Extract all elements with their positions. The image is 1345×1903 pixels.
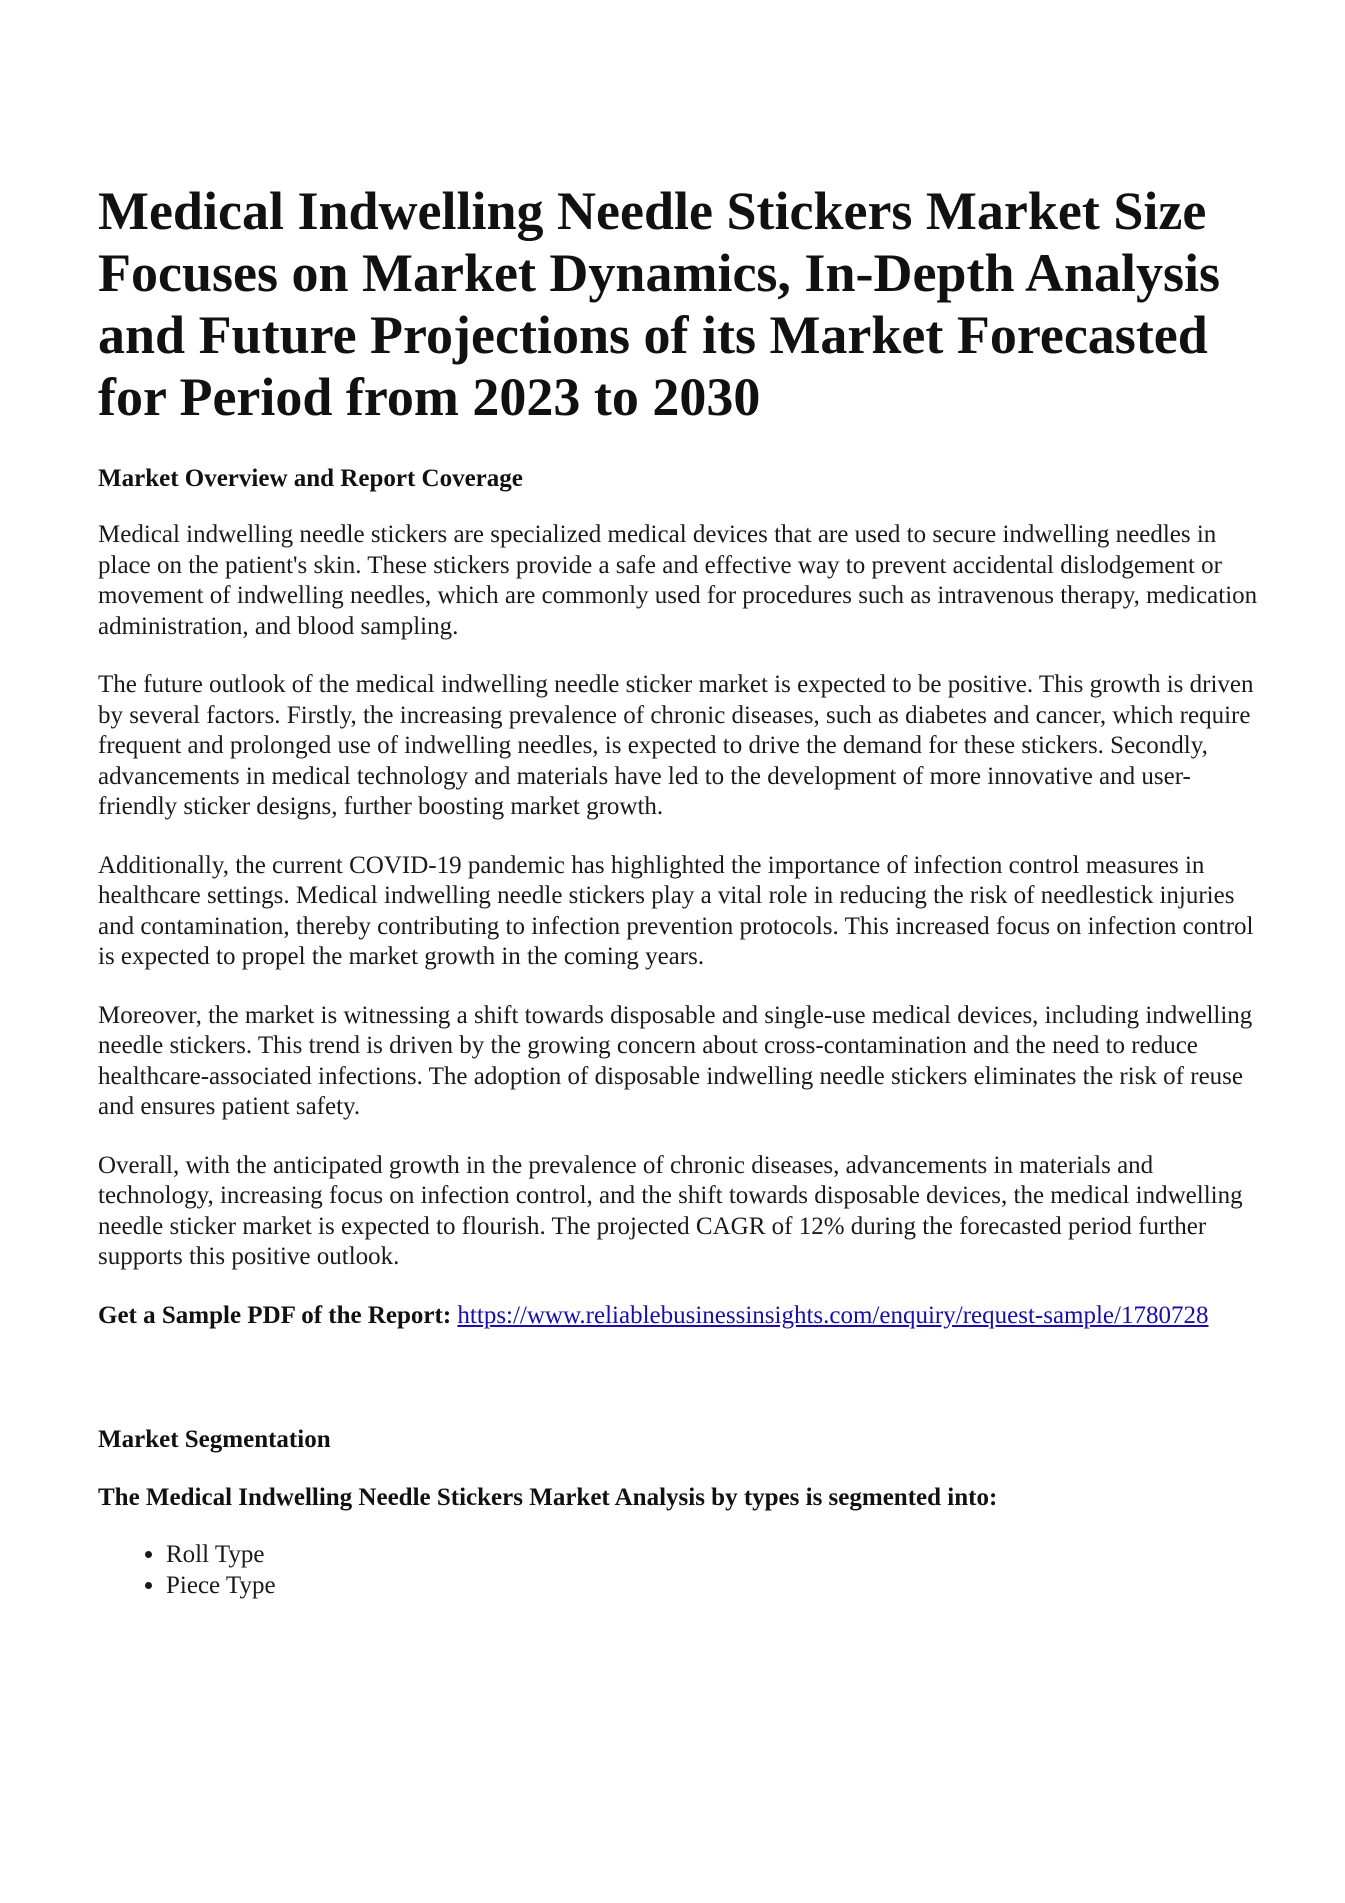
paragraph: Additionally, the current COVID-19 pandemic has highlighted the importance of infection control measures in healthcare settings. Medical indwelling needle stickers play a vital role in reducing the risk of needlestick injuries and contamination, thereby contributing to infection prevention protocols. This increased focus on infection control is expected to propel the market growth in the coming years.	[98, 851, 1254, 970]
sample-pdf-link[interactable]: https://www.reliablebusinessinsights.com/enquiry/request-sample/1780728	[457, 1301, 1209, 1329]
document-page	[98, 180, 1268, 1601]
sample-pdf-line	[98, 1301, 1268, 1332]
overview-heading: Market Overview and Report Coverage	[98, 465, 523, 492]
list-item: • Piece Type	[166, 1570, 1268, 1601]
paragraph: Medical indwelling needle stickers are specialized medical devices that are used to secure indwelling needles in place on the patient's skin. These stickers provide a safe and effective way to prevent accidental dislodgement or movement of indwelling needles, which are commonly used for procedures such as intravenous therapy, medication administration, and blood sampling.	[98, 521, 1258, 640]
list-item: • Roll Type	[166, 1539, 1268, 1570]
paragraph: Moreover, the market is witnessing a shift towards disposable and single-use medical devices, including indwelling needle stickers. This trend is driven by the growing concern about cross-contamination and the need to reduce healthcare-associated infections. The adoption of disposable indwelling needle stickers eliminates the risk of reuse and ensures patient safety.	[98, 1001, 1253, 1120]
types-heading: The Medical Indwelling Needle Stickers Market Analysis by types is segmented into:	[98, 1484, 998, 1511]
segmentation-heading: Market Segmentation	[98, 1426, 331, 1453]
paragraph: The future outlook of the medical indwelling needle sticker market is expected to be positive. This growth is driven by several factors. Firstly, the increasing prevalence of chronic diseases, such as diabetes and cancer, which require frequent and prolonged use of indwelling needles, is expected to drive the demand for these stickers. Secondly, advancements in medical technology and materials have led to the development of more innovative and user-friendly sticker designs, further boosting market growth.	[98, 671, 1254, 820]
paragraph: Overall, with the anticipated growth in the prevalence of chronic diseases, advancements in materials and technology, increasing focus on infection control, and the shift towards disposable devices, the medical indwelling needle sticker market is expected to flourish. The projected CAGR of 12% during the forecasted period further supports this positive outlook.	[98, 1151, 1243, 1270]
page-title: Medical Indwelling Needle Stickers Market Size Focuses on Market Dynamics, In-Depth Analysis and Future Projections of its Market Forecasted for Period from 2023 to 2030	[98, 181, 1221, 427]
types-list	[98, 1539, 1268, 1601]
sample-pdf-label: Get a Sample PDF of the Report:	[98, 1301, 452, 1329]
